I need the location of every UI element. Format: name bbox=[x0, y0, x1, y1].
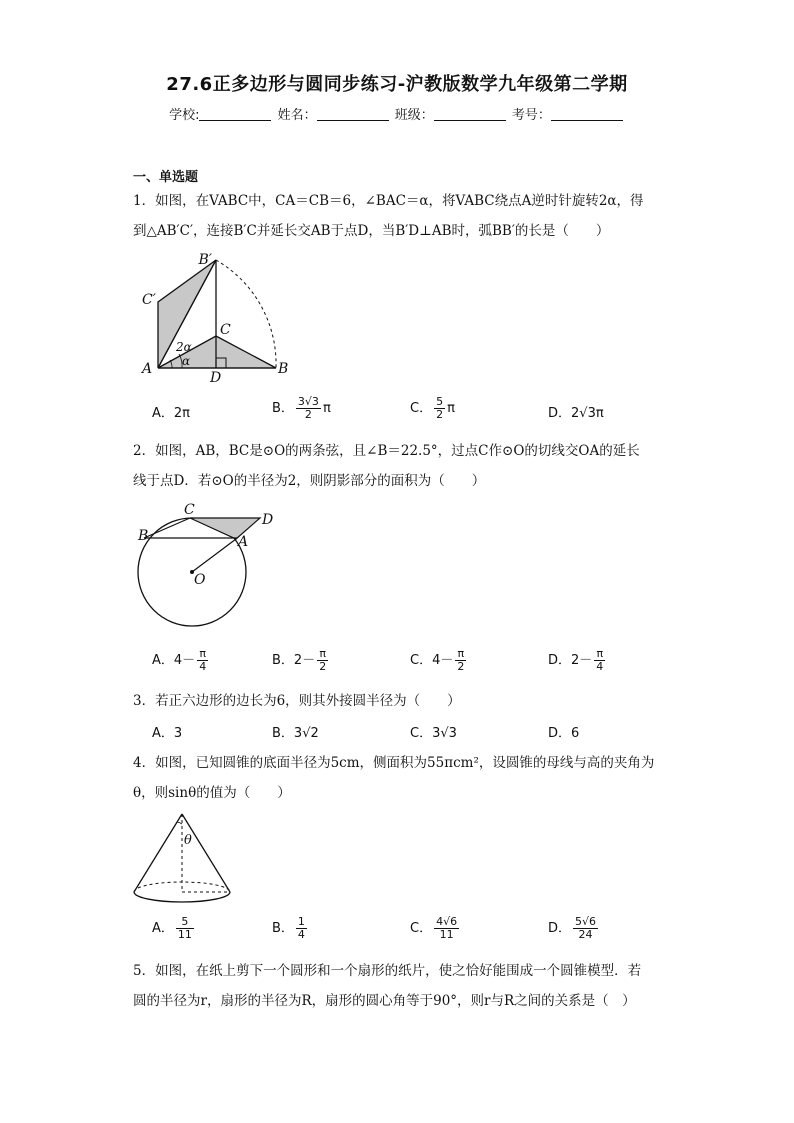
label-c-prime: C′ bbox=[142, 292, 156, 308]
name-label: 姓名： bbox=[277, 108, 317, 123]
question-1-option-b[interactable] bbox=[272, 396, 331, 421]
option-label: C． bbox=[410, 653, 433, 668]
question-1-line-2: 到△AB′C′，连接B′C并延长交AB于点D，当B′D⊥AB时，弧BB′的长是（ ） bbox=[133, 223, 610, 239]
label-c: C bbox=[220, 322, 231, 338]
page-title: 27.6正多边形与圆同步练习-沪教版数学九年级第二学期 bbox=[166, 74, 628, 95]
option-numerator: π bbox=[594, 648, 605, 661]
question-1-option-a[interactable] bbox=[152, 402, 190, 421]
option-label: C． bbox=[410, 401, 433, 416]
option-denominator: 4 bbox=[297, 928, 305, 941]
label-o: O bbox=[194, 572, 206, 588]
question-2-line-1: 2．如图，AB，BC是⊙O的两条弦，且∠B＝22.5°，过点C作⊙O的切线交OA的延长 bbox=[133, 443, 640, 459]
question-2-option-b[interactable] bbox=[272, 648, 330, 673]
question-4-option-a[interactable] bbox=[152, 916, 196, 941]
question-3-option-b[interactable] bbox=[272, 722, 319, 741]
option-label: A． bbox=[152, 726, 174, 741]
question-4-option-b[interactable] bbox=[272, 916, 309, 941]
option-text: 3√2 bbox=[293, 726, 319, 741]
option-text: 2√3π bbox=[571, 406, 604, 421]
label-b: B bbox=[278, 361, 289, 377]
label-c: C bbox=[184, 502, 195, 518]
question-4-line-1: 4．如图，已知圆锥的底面半径为5cm，侧面积为55πcm²，设圆锥的母线与高的夹角为 bbox=[133, 755, 655, 771]
label-a: A bbox=[142, 361, 153, 377]
option-prefix: 2－ bbox=[571, 653, 593, 668]
question-3 bbox=[133, 686, 663, 716]
question-4-figure bbox=[128, 808, 238, 913]
option-label: C． bbox=[410, 726, 433, 741]
question-5-line-1: 5．如图，在纸上剪下一个圆形和一个扇形的纸片，使之恰好能围成一个圆锥模型．若 bbox=[133, 963, 642, 979]
option-label: D． bbox=[548, 653, 572, 668]
question-1 bbox=[133, 186, 663, 246]
label-two-alpha: 2α bbox=[176, 340, 192, 354]
option-prefix: 4－ bbox=[432, 653, 454, 668]
class-label: 班级： bbox=[394, 108, 434, 123]
option-text: 3√3 bbox=[432, 726, 457, 741]
question-1-figure bbox=[138, 250, 298, 385]
option-text: 2π bbox=[173, 406, 191, 421]
question-2 bbox=[133, 436, 663, 496]
label-alpha: α bbox=[182, 354, 191, 368]
question-2-option-c[interactable] bbox=[410, 648, 468, 673]
option-label: A． bbox=[152, 653, 174, 668]
id-label: 考号： bbox=[511, 108, 551, 123]
label-theta: θ bbox=[184, 833, 192, 848]
name-blank[interactable] bbox=[317, 108, 389, 121]
label-d: D bbox=[210, 370, 222, 385]
option-numerator: π bbox=[197, 648, 208, 661]
option-numerator: 3√3 bbox=[297, 395, 319, 408]
option-denominator: 11 bbox=[439, 928, 454, 941]
section-title: 一、单选题 bbox=[133, 170, 199, 185]
option-denominator: 4 bbox=[199, 660, 207, 673]
question-4-option-c[interactable] bbox=[410, 916, 461, 941]
option-numerator: 5 bbox=[176, 916, 194, 929]
option-label: B． bbox=[272, 401, 294, 416]
option-denominator: 2 bbox=[304, 408, 312, 421]
question-1-option-c[interactable] bbox=[410, 396, 455, 421]
question-2-option-d[interactable] bbox=[548, 648, 607, 673]
option-denominator: 11 bbox=[177, 928, 192, 941]
school-label: 学校: bbox=[169, 108, 200, 123]
question-2-line-2: 线于点D．若⊙O的半径为2，则阴影部分的面积为（ ） bbox=[133, 473, 486, 489]
option-numerator: π bbox=[455, 648, 466, 661]
question-2-figure bbox=[134, 500, 284, 630]
option-denominator: 4 bbox=[596, 660, 604, 673]
class-blank[interactable] bbox=[434, 108, 506, 121]
question-4 bbox=[133, 748, 663, 808]
question-3-option-a[interactable] bbox=[152, 722, 182, 741]
option-prefix: 2－ bbox=[293, 653, 316, 668]
option-numerator: 5√6 bbox=[575, 915, 597, 928]
option-denominator: 24 bbox=[578, 928, 593, 941]
id-blank[interactable] bbox=[551, 108, 623, 121]
question-1-option-d[interactable] bbox=[548, 402, 604, 421]
question-5-line-2: 圆的半径为r，扇形的半径为R，扇形的圆心角等于90°，则r与R之间的关系是（ ） bbox=[133, 993, 636, 1009]
option-label: D． bbox=[548, 921, 572, 936]
question-3-line-1: 3．若正六边形的边长为6，则其外接圆半径为（ ） bbox=[133, 693, 461, 709]
label-d: D bbox=[262, 512, 274, 528]
option-text: 3 bbox=[173, 726, 183, 741]
option-numerator: π bbox=[317, 648, 328, 661]
option-label: D． bbox=[548, 406, 572, 421]
question-4-line-2: θ，则sinθ的值为（ ） bbox=[133, 785, 291, 801]
option-label: A． bbox=[152, 921, 174, 936]
option-label: D． bbox=[548, 726, 572, 741]
option-denominator: 2 bbox=[319, 660, 327, 673]
label-b-prime: B′ bbox=[198, 252, 212, 268]
option-label: B． bbox=[272, 653, 294, 668]
question-5 bbox=[133, 956, 663, 1016]
option-label: B． bbox=[272, 726, 294, 741]
option-label: B． bbox=[272, 921, 294, 936]
question-3-option-d[interactable] bbox=[548, 722, 579, 741]
option-numerator: 1 bbox=[297, 915, 305, 928]
option-text: 6 bbox=[571, 726, 580, 741]
question-3-option-c[interactable] bbox=[410, 722, 457, 741]
option-denominator: 2 bbox=[436, 408, 444, 421]
label-b: B bbox=[138, 528, 149, 544]
school-blank[interactable] bbox=[199, 108, 271, 121]
option-numerator: 4√6 bbox=[436, 915, 458, 928]
option-suffix: π bbox=[447, 401, 455, 416]
option-denominator: 2 bbox=[457, 660, 465, 673]
student-info-line bbox=[0, 104, 794, 123]
option-numerator: 5 bbox=[436, 395, 444, 408]
label-a: A bbox=[238, 534, 249, 550]
question-4-option-d[interactable] bbox=[548, 916, 600, 941]
option-prefix: 4－ bbox=[173, 653, 196, 668]
option-label: C． bbox=[410, 921, 433, 936]
question-2-option-a[interactable] bbox=[152, 648, 210, 673]
option-suffix: π bbox=[322, 401, 331, 416]
question-1-line-1: 1．如图，在VABC中，CA＝CB＝6，∠BAC＝α，将VABC绕点A逆时针旋转2α，得 bbox=[133, 193, 644, 209]
option-label: A． bbox=[152, 406, 174, 421]
